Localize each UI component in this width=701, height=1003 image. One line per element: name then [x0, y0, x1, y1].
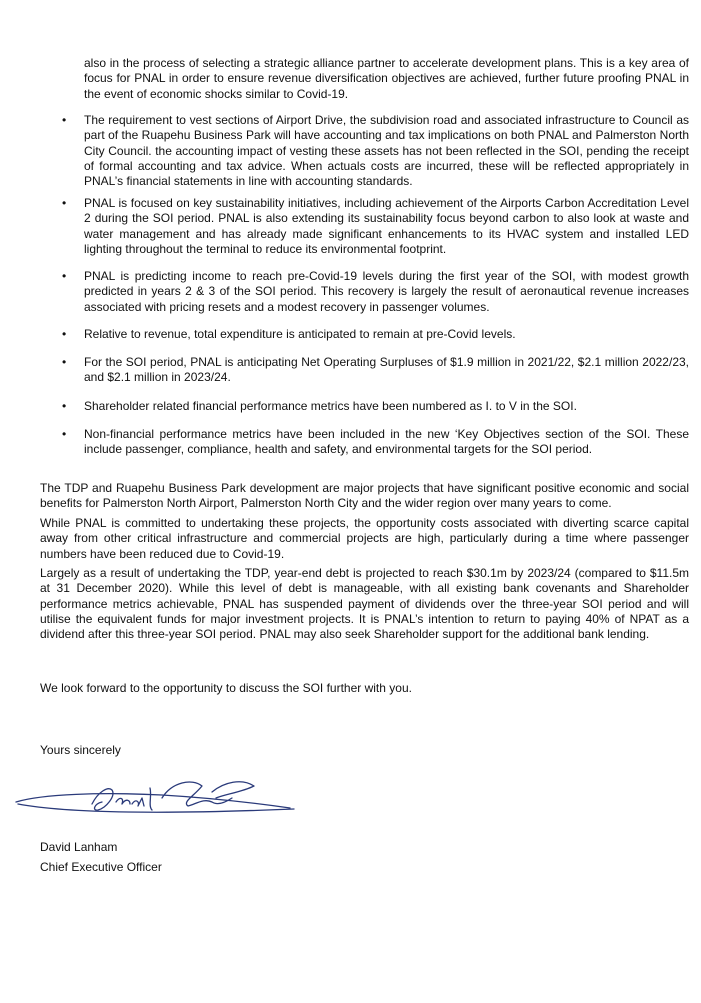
bullet-marker: • — [62, 427, 67, 441]
bullet-sustainability: PNAL is focused on key sustainability initiatives, including achievement of the Airports Carbon Accreditation Level 2 during the SOI period. PNAL is also extending its sustainability focus beyond carbon to also look at waste and water management and has already made significant enhancements to its HVAC system and installed LED lighting throughout the terminal to reduce its environmental footprint. — [84, 196, 689, 256]
signatory-name: David Lanham — [40, 840, 118, 854]
bullet-marker: • — [62, 355, 67, 369]
continued-paragraph: also in the process of selecting a strategic alliance partner to accelerate development plans. This is a key area of focus for PNAL in order to ensure revenue diversification objectives are achieved, further future proofing PNAL in the event of economic shocks similar to Covid-19. — [84, 56, 689, 101]
salutation: Yours sincerely — [40, 743, 121, 757]
paragraph-major-projects: The TDP and Ruapehu Business Park development are major projects that have significant positive economic and social benefits for Palmerston North Airport, Palmerston North City and the wider region over many years to come. — [40, 481, 689, 511]
signatory-title: Chief Executive Officer — [40, 860, 162, 874]
bullet-marker: • — [62, 327, 67, 341]
bullet-vesting-airport-drive: The requirement to vest sections of Airport Drive, the subdivision road and associated infrastructure to Council as part of the Ruapehu Business Park will have accounting and tax implications on both PNAL and Palmerston North City Council. the accounting impact of vesting these assets has not been reflected in the SOI, pending the receipt of formal accounting and tax advice. When actuals costs are incurred, these will be reflected appropriately in PNAL’s financial statements in line with accounting standards. — [84, 113, 689, 189]
paragraph-opportunity-costs: While PNAL is committed to undertaking these projects, the opportunity costs associated with diverting scarce capital away from other critical infrastructure and commercial projects are high, particularly during a time where passenger numbers have been reduced due to Covid-19. — [40, 516, 689, 561]
paragraph-debt: Largely as a result of undertaking the TDP, year-end debt is projected to reach $30.1m by 2023/24 (compared to $11.5m at 31 December 2020). While this level of debt is manageable, with all existing bank covenants and Shareholder performance metrics achievable, PNAL has suspended payment of dividends over the three-year SOI period and will utilise the equivalent funds for major investment projects. It is PNAL’s intention to return to paying 40% of NPAT as a dividend after this three-year SOI period. PNAL may also seek Shareholder support for the additional bank lending. — [40, 566, 689, 642]
bullet-non-financial-metrics: Non-financial performance metrics have been included in the new ‘Key Objectives section of the SOI. These include passenger, compliance, health and safety, and environmental targets for the SOI period. — [84, 427, 689, 457]
bullet-marker: • — [62, 269, 67, 283]
bullet-shareholder-metrics: Shareholder related financial performance metrics have been numbered as I. to V in the SOI. — [84, 399, 577, 413]
bullet-expenditure: Relative to revenue, total expenditure is anticipated to remain at pre-Covid levels. — [84, 327, 516, 341]
closing-sentence: We look forward to the opportunity to discuss the SOI further with you. — [40, 681, 412, 695]
signature-image — [12, 768, 302, 828]
bullet-operating-surpluses: For the SOI period, PNAL is anticipating Net Operating Surpluses of $1.9 million in 2021/22, $2.1 million 2022/23, and $2.1 million in 2023/24. — [84, 355, 689, 385]
bullet-marker: • — [62, 113, 67, 127]
bullet-marker: • — [62, 399, 67, 413]
bullet-marker: • — [62, 196, 67, 210]
bullet-income-forecast: PNAL is predicting income to reach pre-Covid-19 levels during the first year of the SOI, with modest growth predicted in years 2 & 3 of the SOI period. This recovery is largely the result of aeronautical revenue increases associated with pricing resets and a modest recovery in passenger volumes. — [84, 269, 689, 314]
